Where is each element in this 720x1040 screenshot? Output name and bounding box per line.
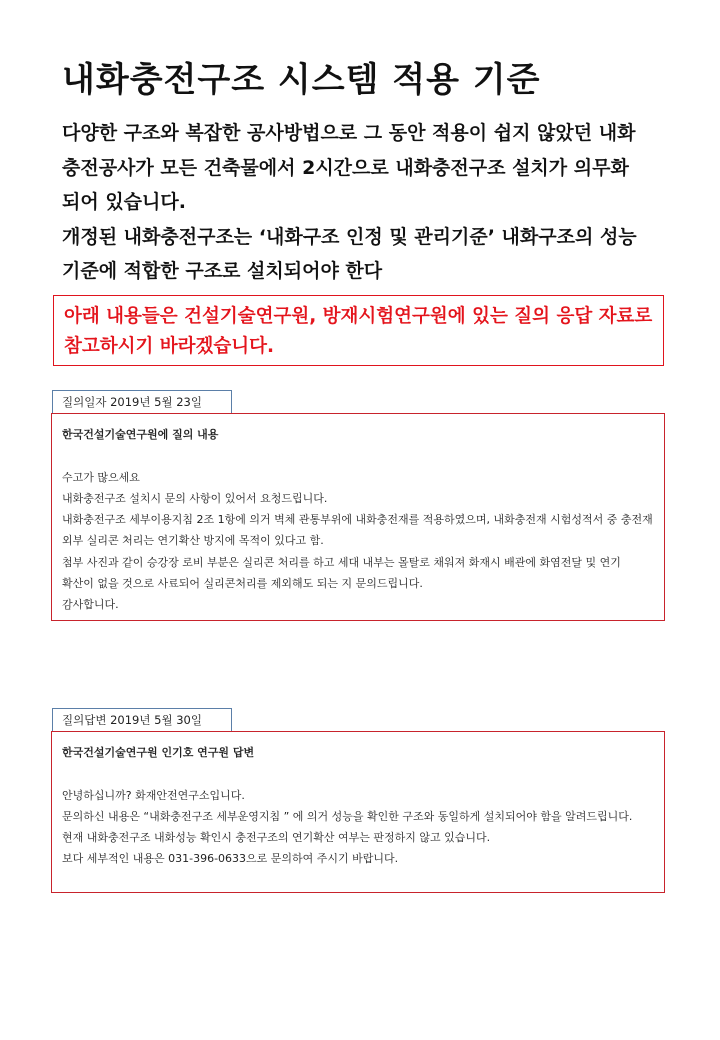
- notice-box: [53, 295, 664, 366]
- question-line: 감사합니다.: [62, 598, 119, 612]
- intro-paragraph: [62, 116, 682, 289]
- notice-line: 참고하시기 바라겠습니다.: [64, 336, 275, 357]
- answer-line: 문의하신 내용은 “내화충전구조 세부운영지침 ” 에 의거 성능을 확인한 구조와 동일하게 설치되어야 함을 알려드립니다. 현재 내화충전구조 내화성능 확인시 충전구조의 연기확산 여부는 판정하지 않고 있습니다.: [62, 809, 633, 845]
- intro-line: 개정된 내화충전구조는 ‘내화구조 인정 및 관리기준’ 내화구조의 성능: [62, 225, 637, 248]
- question-date-tab: 질의일자 2019년 5월 23일: [52, 390, 232, 413]
- page-title: 내화충전구조 시스템 적용 기준: [62, 60, 541, 100]
- answer-line: 안녕하십니까? 화재안전연구소입니다.: [62, 788, 245, 802]
- question-line: 내화충전구조 세부이용지침 2조 1항에 의거 벽체 관통부위에 내화충전재를 적용하였으며, 내화충전재 시험성적서 중 충전재 외부 실리콘 처리는 연기확산 방지에 목적이 있다고 함.: [62, 513, 653, 548]
- intro-line: 다양한 구조와 복잡한 공사방법으로 그 동안 적용이 쉽지 않았던 내화: [62, 122, 636, 144]
- intro-line: 기준에 적합한 구조로 설치되어야 한다: [62, 260, 383, 282]
- question-line: 내화충전구조 설치시 문의 사항이 있어서 요청드립니다.: [62, 491, 328, 505]
- question-line: 첨부 사진과 같이 승강장 로비 부분은 실리콘 처리를 하고 세대 내부는 몰탈로 채워져 화재시 배관에 화염전달 및 연기 확산이 없을 것으로 사료되어 실리콘처리를 제외해도 되는 지 문의드립니다.: [62, 555, 621, 591]
- answer-line: 보다 세부적인 내용은 031-396-0633으로 문의하여 주시기 바랍니다.: [62, 852, 399, 866]
- question-box: [51, 413, 665, 621]
- question-line: 수고가 많으세요: [62, 470, 140, 484]
- answer-heading: 한국건설기술연구원 인기호 연구원 답변: [62, 746, 255, 759]
- intro-line: 충전공사가 모든 건축물에서 2시간으로 내화충전구조 설치가 의무화: [62, 156, 629, 179]
- intro-line: 되어 있습니다.: [62, 191, 186, 213]
- answer-date-tab: 질의답변 2019년 5월 30일: [52, 708, 232, 731]
- notice-line: 아래 내용들은 건설기술연구원, 방재시험연구원에 있는 질의 응답 자료로: [64, 306, 653, 327]
- answer-box: [51, 731, 665, 893]
- question-heading: 한국건설기술연구원에 질의 내용: [62, 428, 219, 441]
